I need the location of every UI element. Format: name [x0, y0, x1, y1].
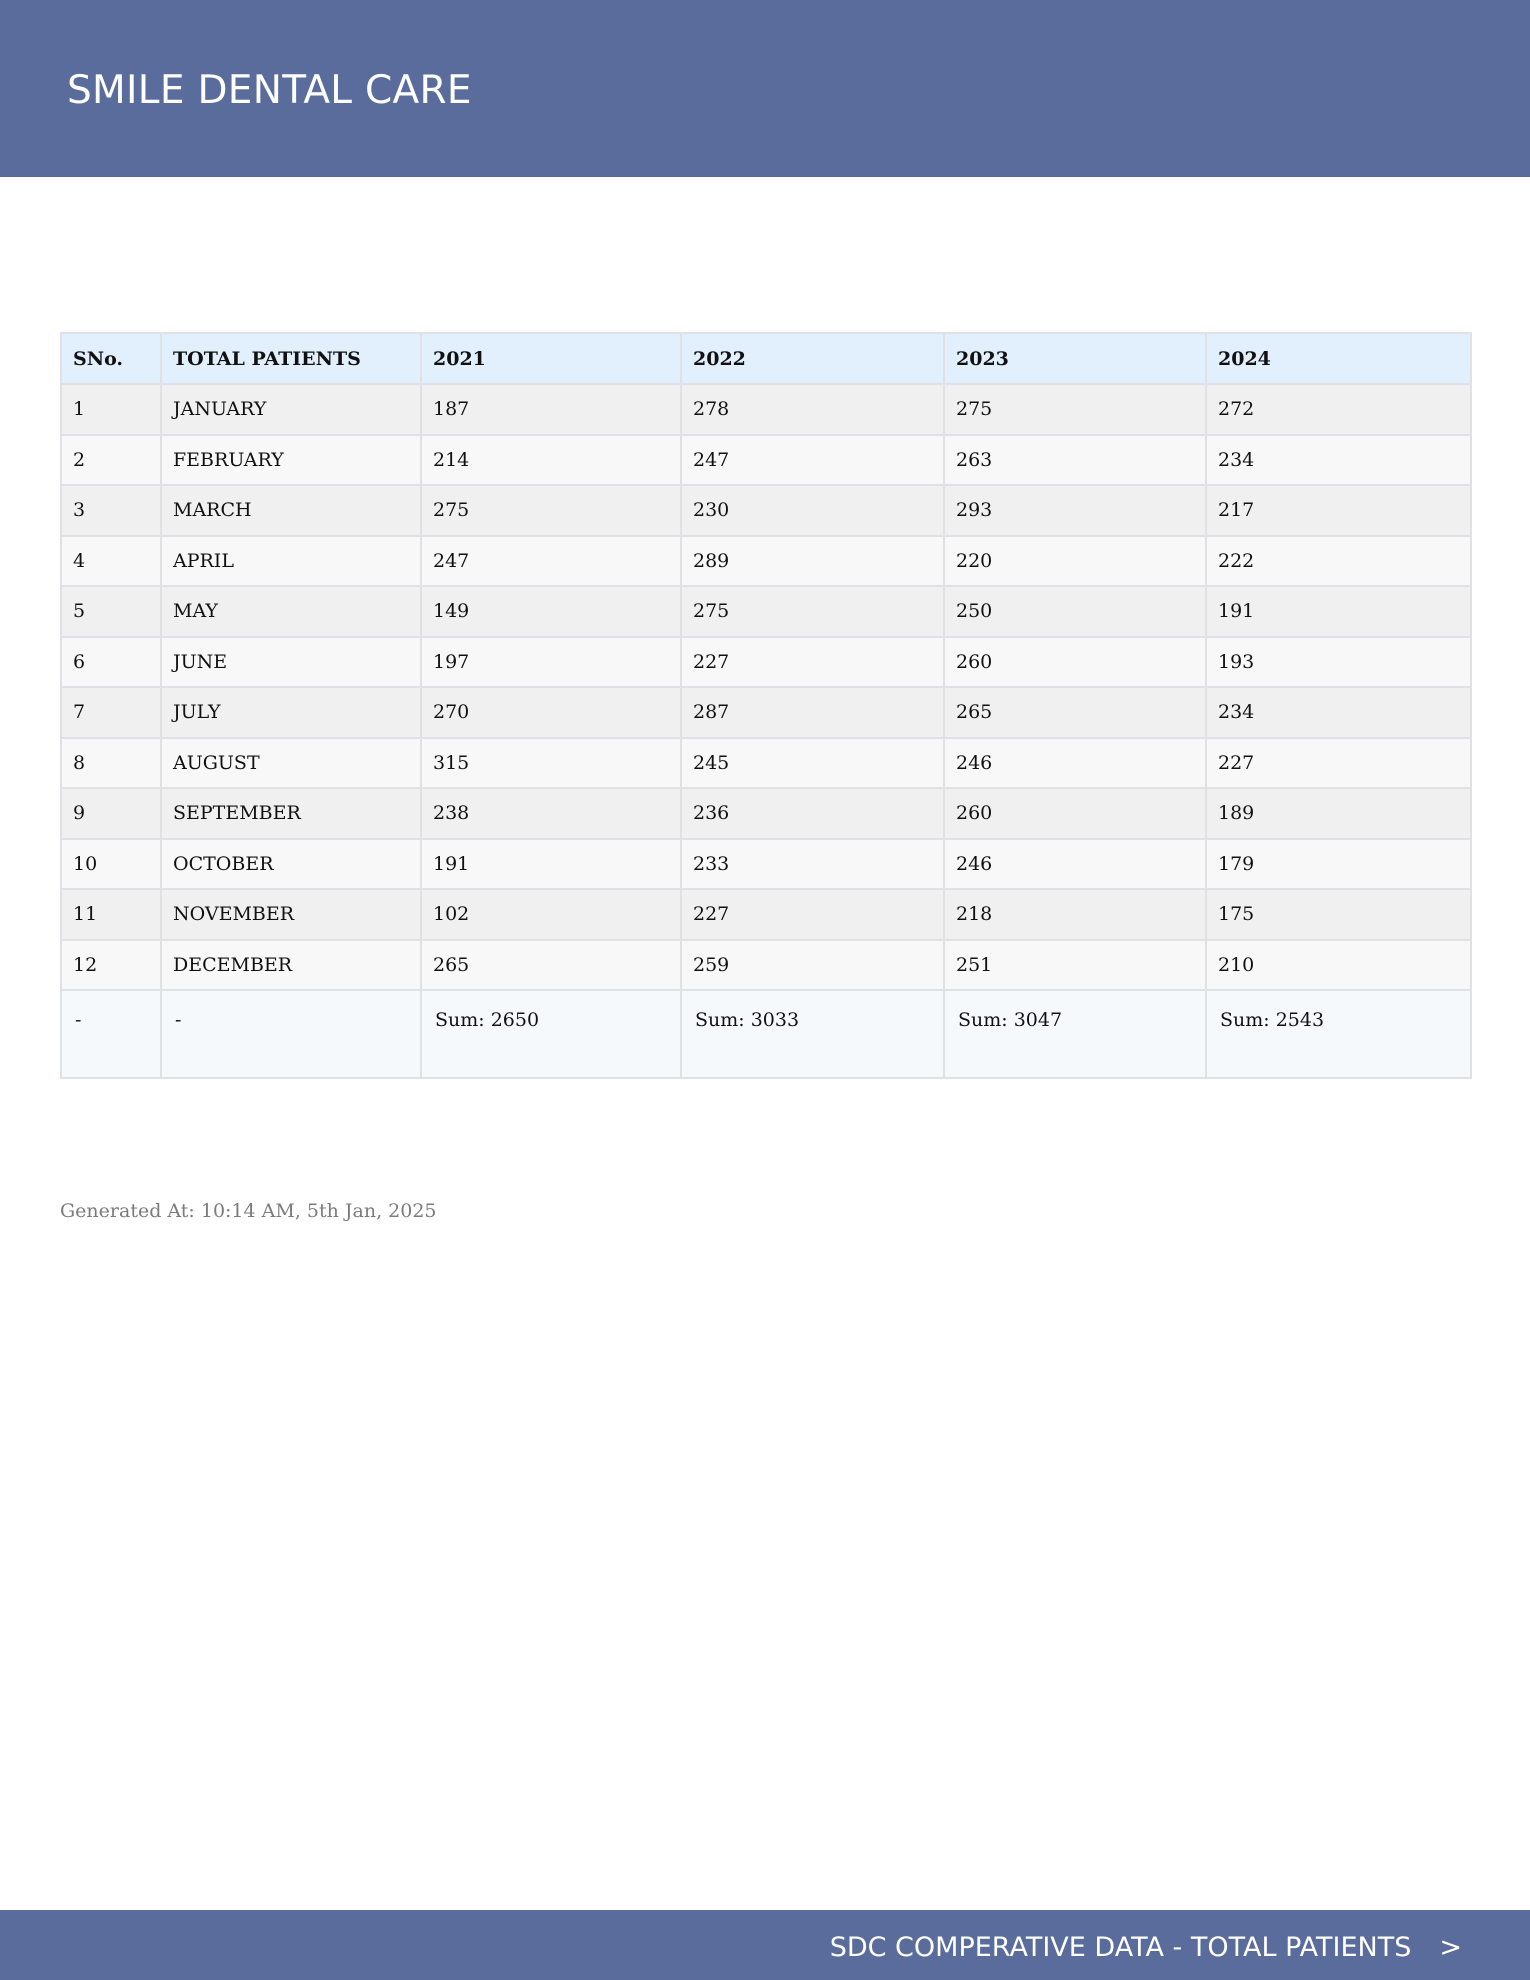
column-header-sno: SNo.	[61, 333, 161, 384]
table-cell-2023: 260	[944, 637, 1206, 688]
table-cell-sno: 2	[61, 435, 161, 486]
table-cell-2024: 217	[1206, 485, 1471, 536]
totals-cell-2022: Sum: 3033	[681, 990, 944, 1078]
table-cell-2022: 287	[681, 687, 944, 738]
table-cell-2023: 220	[944, 536, 1206, 587]
table-row	[61, 435, 1471, 486]
chevron-right-icon[interactable]: >	[1439, 1932, 1462, 1963]
generated-timestamp: Generated At: 10:14 AM, 5th Jan, 2025	[60, 1200, 437, 1222]
table-cell-2023: 218	[944, 889, 1206, 940]
table-cell-2021: 315	[421, 738, 681, 789]
totals-cell-sno: -	[61, 990, 161, 1078]
table-row	[61, 637, 1471, 688]
table-cell-2022: 227	[681, 637, 944, 688]
table-cell-2022: 230	[681, 485, 944, 536]
table-cell-2022: 259	[681, 940, 944, 991]
table-row	[61, 839, 1471, 890]
table-cell-2024: 227	[1206, 738, 1471, 789]
table-cell-2023: 263	[944, 435, 1206, 486]
table-row	[61, 586, 1471, 637]
table-cell-month: NOVEMBER	[161, 889, 421, 940]
table-cell-sno: 8	[61, 738, 161, 789]
table-row	[61, 687, 1471, 738]
table-cell-2021: 270	[421, 687, 681, 738]
table-cell-2021: 197	[421, 637, 681, 688]
totals-cell-2021: Sum: 2650	[421, 990, 681, 1078]
table-cell-2023: 293	[944, 485, 1206, 536]
report-table-container	[60, 332, 1470, 1079]
table-cell-2022: 278	[681, 384, 944, 435]
table-cell-month: MARCH	[161, 485, 421, 536]
table-cell-sno: 5	[61, 586, 161, 637]
table-cell-month: SEPTEMBER	[161, 788, 421, 839]
totals-cell-month: -	[161, 990, 421, 1078]
table-body	[61, 384, 1471, 990]
table-cell-sno: 12	[61, 940, 161, 991]
totals-cell-2024: Sum: 2543	[1206, 990, 1471, 1078]
table-cell-2021: 238	[421, 788, 681, 839]
table-cell-2023: 246	[944, 738, 1206, 789]
table-header-row	[61, 333, 1471, 384]
table-cell-month: OCTOBER	[161, 839, 421, 890]
table-cell-2024: 222	[1206, 536, 1471, 587]
table-cell-2023: 251	[944, 940, 1206, 991]
column-header-2023: 2023	[944, 333, 1206, 384]
table-cell-sno: 7	[61, 687, 161, 738]
table-cell-2021: 265	[421, 940, 681, 991]
table-cell-2024: 191	[1206, 586, 1471, 637]
table-cell-2024: 210	[1206, 940, 1471, 991]
table-cell-2022: 233	[681, 839, 944, 890]
table-cell-2024: 175	[1206, 889, 1471, 940]
table-cell-month: JUNE	[161, 637, 421, 688]
table-cell-2024: 272	[1206, 384, 1471, 435]
table-cell-month: JANUARY	[161, 384, 421, 435]
table-cell-sno: 9	[61, 788, 161, 839]
table-cell-2023: 265	[944, 687, 1206, 738]
table-row	[61, 536, 1471, 587]
table-cell-month: APRIL	[161, 536, 421, 587]
table-cell-2021: 149	[421, 586, 681, 637]
table-cell-2021: 191	[421, 839, 681, 890]
column-header-2024: 2024	[1206, 333, 1471, 384]
table-cell-month: JULY	[161, 687, 421, 738]
table-row	[61, 384, 1471, 435]
table-cell-month: MAY	[161, 586, 421, 637]
table-cell-2021: 247	[421, 536, 681, 587]
column-header-total-patients: TOTAL PATIENTS	[161, 333, 421, 384]
table-cell-2023: 246	[944, 839, 1206, 890]
table-cell-2023: 260	[944, 788, 1206, 839]
table-row	[61, 889, 1471, 940]
column-header-2021: 2021	[421, 333, 681, 384]
table-cell-sno: 3	[61, 485, 161, 536]
table-cell-2022: 247	[681, 435, 944, 486]
totals-row	[61, 990, 1471, 1078]
table-row	[61, 738, 1471, 789]
page-title: SMILE DENTAL CARE	[67, 68, 472, 113]
table-cell-2021: 187	[421, 384, 681, 435]
table-cell-sno: 11	[61, 889, 161, 940]
footer-title-wrap	[830, 1932, 1462, 1964]
table-cell-2022: 275	[681, 586, 944, 637]
table-cell-2022: 236	[681, 788, 944, 839]
table-cell-2024: 179	[1206, 839, 1471, 890]
table-cell-2021: 102	[421, 889, 681, 940]
table-cell-2022: 289	[681, 536, 944, 587]
table-cell-2024: 189	[1206, 788, 1471, 839]
table-row	[61, 485, 1471, 536]
table-cell-2024: 234	[1206, 435, 1471, 486]
totals-cell-2023: Sum: 3047	[944, 990, 1206, 1078]
table-cell-2021: 214	[421, 435, 681, 486]
table-cell-2021: 275	[421, 485, 681, 536]
table-cell-sno: 6	[61, 637, 161, 688]
table-cell-month: AUGUST	[161, 738, 421, 789]
table-cell-month: FEBRUARY	[161, 435, 421, 486]
table-cell-2022: 227	[681, 889, 944, 940]
table-cell-2023: 275	[944, 384, 1206, 435]
table-cell-sno: 1	[61, 384, 161, 435]
table-cell-2024: 193	[1206, 637, 1471, 688]
table-cell-2022: 245	[681, 738, 944, 789]
page-footer	[0, 1910, 1530, 1980]
table-cell-2024: 234	[1206, 687, 1471, 738]
table-cell-sno: 10	[61, 839, 161, 890]
footer-title: SDC COMPERATIVE DATA - TOTAL PATIENTS	[829, 1932, 1412, 1963]
column-header-2022: 2022	[681, 333, 944, 384]
table-cell-2023: 250	[944, 586, 1206, 637]
table-row	[61, 788, 1471, 839]
page-header	[0, 0, 1530, 177]
table-cell-month: DECEMBER	[161, 940, 421, 991]
table-cell-sno: 4	[61, 536, 161, 587]
table-row	[61, 940, 1471, 991]
patients-table	[60, 332, 1472, 1079]
